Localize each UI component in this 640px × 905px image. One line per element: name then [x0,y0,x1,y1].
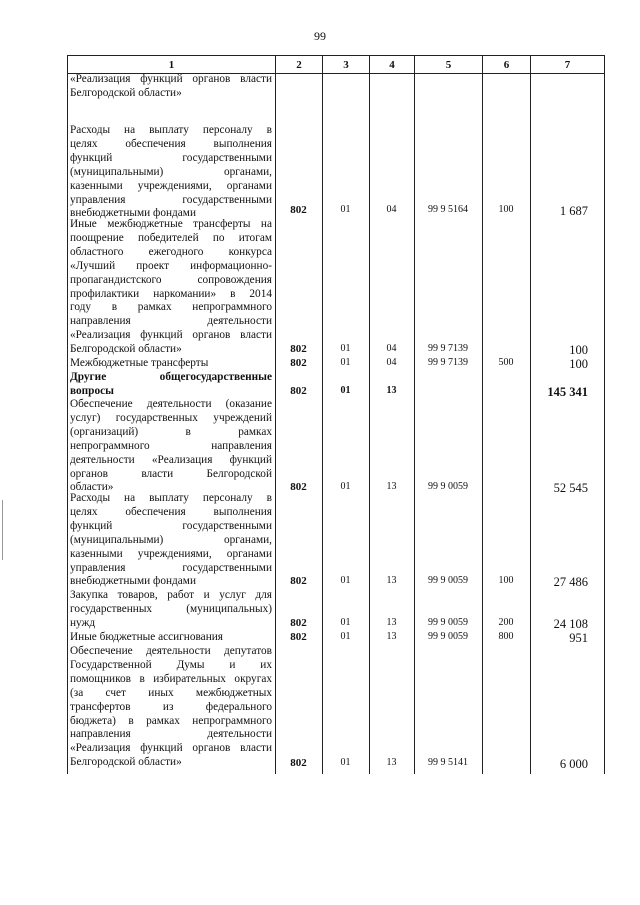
description-line: «Реализация функций органов власти [70,742,272,755]
row-description [70,371,272,399]
column-header-1: 1 [68,56,276,74]
description-line: функций государственными [70,519,272,532]
description-line: «Реализация функций органов власти [70,329,272,342]
section-code: 01 [340,575,351,586]
column-header-7: 7 [531,56,605,74]
section-code: 01 [340,343,351,354]
amount: 100 [569,357,588,371]
description-line: целях обеспечения выполнения [70,137,272,150]
ministry-code: 802 [290,617,307,629]
description-line: области» [70,481,114,494]
description-line: году в рамках непрограммного [70,301,272,314]
description-line: услуг) государственных учреждений [70,411,272,424]
description-line: трансфертов из федерального [70,700,272,713]
description-line: целях обеспечения выполнения [70,505,272,518]
description-line: направления деятельности [70,728,272,741]
page-number: 99 [314,29,326,43]
amount: 1 687 [559,204,588,218]
row-description [70,631,272,645]
row-description [70,73,272,101]
description-line: внебюджетными фондами [70,575,196,588]
description-line: (за счет иных межбюджетных [70,686,272,699]
description-line: (организаций) в рамках [70,425,272,438]
section-code: 01 [340,357,351,368]
description-line: Другие общегосударственные [70,371,272,383]
expense-type-code: 100 [498,575,514,586]
description-line: «Реализация функций органов власти [70,73,272,85]
target-article-code: 99 9 0059 [428,631,468,642]
column-header-5: 5 [415,56,483,74]
description-line: Белгородской области» [70,343,182,356]
subsection-code: 04 [386,204,397,215]
section-code: 01 [340,617,351,628]
description-line: Закупка товаров, работ и услуг для [70,589,272,601]
description-line: Государственной Думы и их [70,658,272,671]
scan-edge-mark [2,500,3,560]
expense-type-code: 100 [498,204,514,215]
expense-type-code: 200 [498,617,514,628]
description-line: Расходы на выплату персоналу в [70,124,272,136]
description-line: Иные бюджетные ассигнования [70,631,223,643]
section-code: 01 [340,385,351,396]
subsection-code: 13 [386,631,397,642]
column-header-6: 6 [483,56,531,74]
column-header-3: 3 [323,56,370,74]
row-description [70,357,272,371]
target-article-code: 99 9 5141 [428,757,468,768]
description-line: нужд [70,616,96,629]
column-header-4: 4 [370,56,415,74]
subsection-code: 04 [386,343,397,354]
description-line: (муниципальными) органами, [70,533,272,546]
expense-type-code: 500 [498,357,514,368]
ministry-code: 802 [290,357,307,369]
description-line: Расходы на выплату персоналу в [70,492,272,504]
ministry-code: 802 [290,343,307,355]
row-description [70,645,272,770]
target-article-code: 99 9 0059 [428,617,468,628]
expense-type-code: 800 [498,631,514,642]
description-line: профилактики наркомании» в 2014 [70,287,272,300]
description-line: органов власти Белгородской [70,467,272,480]
ministry-code: 802 [290,385,307,397]
description-line: «Лучший проект информационно- [70,259,272,272]
subsection-code: 13 [386,575,397,586]
subsection-code: 13 [386,757,397,768]
description-line: управления государственными [70,561,272,574]
description-line: помощников в избирательных округах [70,672,272,685]
amount: 6 000 [559,757,588,771]
description-line: Межбюджетные трансферты [70,357,209,369]
description-line: (муниципальными) органами, [70,165,272,178]
description-line: управления государственными [70,193,272,206]
column-header-2: 2 [276,56,323,74]
row-description [70,218,272,357]
description-line: областного ежегодного конкурса [70,245,272,258]
target-article-code: 99 9 0059 [428,575,468,586]
amount: 27 486 [553,575,588,589]
description-line: Белгородской области» [70,86,182,99]
description-line: вопросы [70,384,114,397]
ministry-code: 802 [290,631,307,643]
ministry-code: 802 [290,757,307,769]
description-line: внебюджетными фондами [70,207,196,220]
amount: 951 [569,631,588,645]
target-article-code: 99 9 7139 [428,357,468,368]
table-header-row [68,56,605,74]
subsection-code: 13 [386,481,397,492]
section-code: 01 [340,481,351,492]
section-code: 01 [340,631,351,642]
description-line: казенными учреждениями, органами [70,547,272,560]
description-line: непрограммного направления [70,439,272,452]
description-line: Обеспечение деятельности депутатов [70,645,272,657]
ministry-code: 802 [290,575,307,587]
target-article-code: 99 9 7139 [428,343,468,354]
description-line: бюджета) в рамках непрограммного [70,714,272,727]
description-line: направления деятельности [70,315,272,328]
amount: 24 108 [553,617,588,631]
description-line: поощрение победителей по итогам [70,231,272,244]
description-line: государственных (муниципальных) [70,602,272,615]
target-article-code: 99 9 0059 [428,481,468,492]
subsection-code: 13 [386,385,397,396]
section-code: 01 [340,757,351,768]
ministry-code: 802 [290,481,307,493]
row-description [70,398,272,495]
subsection-code: 13 [386,617,397,628]
description-line: деятельности «Реализация функций [70,453,272,466]
row-description [70,589,272,631]
description-line: Иные межбюджетные трансферты на [70,218,272,230]
amount [530,73,604,88]
row-description [70,124,272,221]
section-code: 01 [340,204,351,215]
description-line: пропагандистского сопровождения [70,273,272,286]
amount: 52 545 [553,481,588,495]
target-article-code: 99 9 5164 [428,204,468,215]
description-line: функций государственными [70,151,272,164]
row-description [70,492,272,589]
description-line: казенными учреждениями, органами [70,179,272,192]
description-line: Обеспечение деятельности (оказание [70,398,272,410]
ministry-code: 802 [290,204,307,216]
amount: 145 341 [547,385,588,399]
subsection-code: 04 [386,357,397,368]
description-line: Белгородской области» [70,756,182,769]
amount: 100 [569,343,588,357]
